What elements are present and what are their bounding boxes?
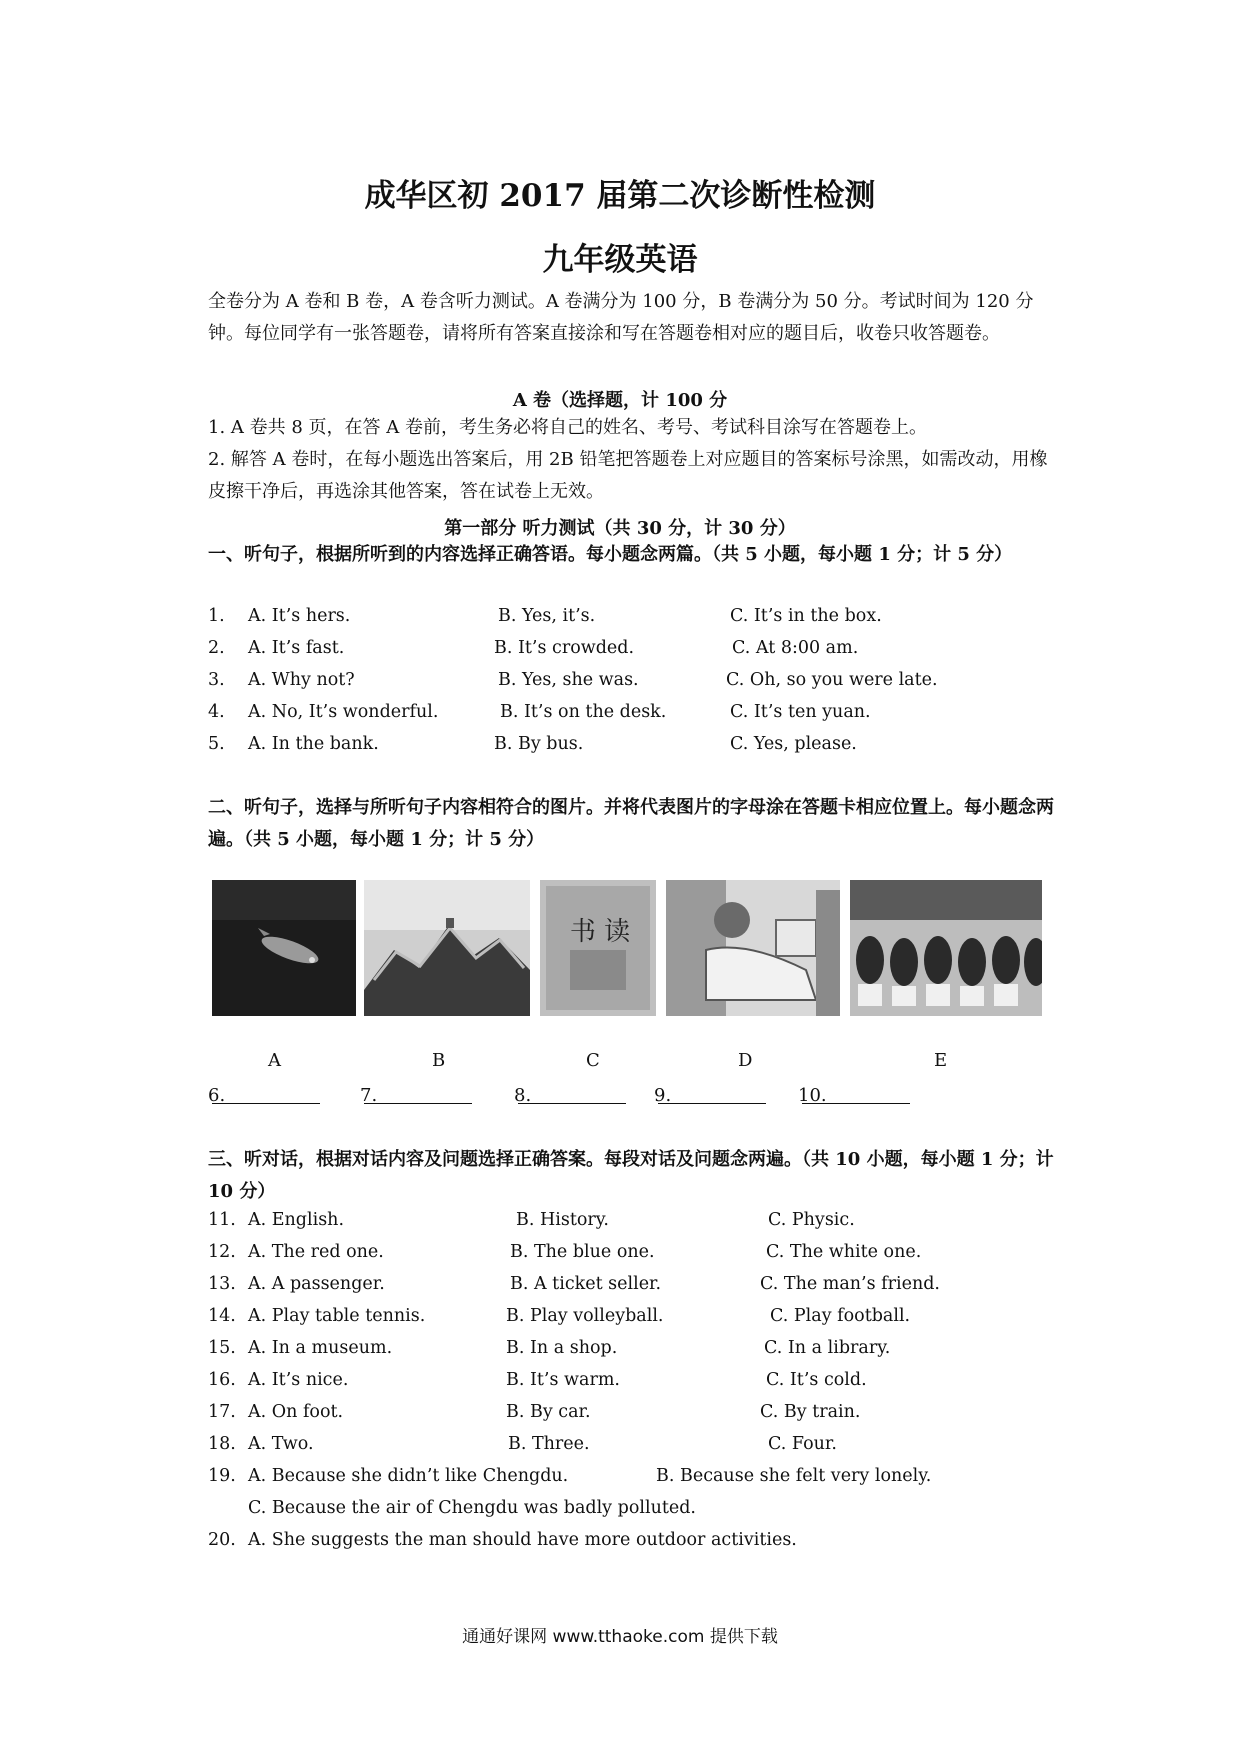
option-c: C. Because the air of Chengdu was badly polluted. bbox=[248, 1498, 696, 1518]
question-number: 5. bbox=[208, 734, 225, 754]
option-c: C. Yes, please. bbox=[730, 734, 857, 754]
great-wall-photo-icon bbox=[364, 880, 530, 1016]
option-c: C. The man’s friend. bbox=[760, 1274, 940, 1294]
section1-heading: 一、听句子，根据所听到的内容选择正确答语。每小题念两篇。（共 5 小题，每小题 1 分；计 5 分） bbox=[208, 544, 1013, 565]
option-a: A. English. bbox=[248, 1210, 345, 1230]
question-row bbox=[208, 734, 1008, 764]
blank-number: 10. bbox=[798, 1085, 827, 1106]
question-number: 18. bbox=[208, 1434, 236, 1454]
option-a: A. The red one. bbox=[248, 1242, 384, 1262]
question-row bbox=[208, 1242, 1008, 1272]
question-row bbox=[208, 1274, 1008, 1304]
man-reading-photo-icon bbox=[666, 880, 840, 1016]
option-b: B. Yes, she was. bbox=[498, 670, 639, 690]
option-a: A. Play table tennis. bbox=[248, 1306, 426, 1326]
option-b: B. By car. bbox=[506, 1402, 591, 1422]
question-number: 16. bbox=[208, 1370, 236, 1390]
question-number: 4. bbox=[208, 702, 225, 722]
question-number: 13. bbox=[208, 1274, 236, 1294]
question-number: 14. bbox=[208, 1306, 236, 1326]
question-number: 3. bbox=[208, 670, 225, 690]
option-a: A. In the bank. bbox=[248, 734, 379, 754]
option-a: A. She suggests the man should have more outdoor activities. bbox=[248, 1530, 797, 1550]
question-number: 1. bbox=[208, 606, 225, 626]
option-c: C. It’s ten yuan. bbox=[730, 702, 871, 722]
answer-blank[interactable] bbox=[518, 1085, 626, 1104]
question-row bbox=[208, 606, 1008, 636]
option-b: B. Because she felt very lonely. bbox=[656, 1466, 932, 1486]
option-c: C. Physic. bbox=[768, 1210, 855, 1230]
question-row bbox=[208, 1402, 1008, 1432]
option-a: A. It’s hers. bbox=[248, 606, 351, 626]
paper-a-note-1: 1. A 卷共 8 页，在答 A 卷前，考生务必将自己的姓名、考号、考试科目涂写在答题卷上。 bbox=[208, 417, 927, 438]
option-a: A. Why not? bbox=[248, 670, 355, 690]
answer-blank[interactable] bbox=[212, 1085, 320, 1104]
question-number: 17. bbox=[208, 1402, 236, 1422]
answer-blank[interactable] bbox=[364, 1085, 472, 1104]
picture-label: A bbox=[268, 1050, 281, 1071]
option-a: A. Because she didn’t like Chengdu. bbox=[248, 1466, 569, 1486]
question-number: 2. bbox=[208, 638, 225, 658]
option-b: B. It’s crowded. bbox=[494, 638, 635, 658]
question-row bbox=[208, 1434, 1008, 1464]
option-c: C. The white one. bbox=[766, 1242, 922, 1262]
option-b: B. A ticket seller. bbox=[510, 1274, 662, 1294]
option-a: A. In a museum. bbox=[248, 1338, 393, 1358]
option-b: B. Three. bbox=[508, 1434, 590, 1454]
question-number: 19. bbox=[208, 1466, 236, 1486]
question-row-continued bbox=[208, 1498, 1008, 1528]
option-c: C. Oh, so you were late. bbox=[726, 670, 938, 690]
option-c: C. In a library. bbox=[764, 1338, 891, 1358]
option-c: C. At 8:00 am. bbox=[732, 638, 859, 658]
option-b: B. Yes, it’s. bbox=[498, 606, 596, 626]
dancers-photo-icon bbox=[850, 880, 1042, 1016]
picture-label: E bbox=[934, 1050, 948, 1071]
blank-number: 9. bbox=[654, 1085, 672, 1106]
option-a: A. It’s nice. bbox=[248, 1370, 349, 1390]
question-row bbox=[208, 1530, 1008, 1560]
question-row bbox=[208, 702, 1008, 732]
option-a: A. It’s fast. bbox=[248, 638, 345, 658]
picture-label: C bbox=[586, 1050, 600, 1071]
option-c: C. It’s in the box. bbox=[730, 606, 882, 626]
option-c: C. Play football. bbox=[770, 1306, 911, 1326]
option-b: B. By bus. bbox=[494, 734, 584, 754]
section2-heading: 二、听句子，选择与所听句子内容相符合的图片。并将代表图片的字母涂在答题卡相应位置上。每小题念两遍。（共 5 小题，每小题 1 分；计 5 分） bbox=[208, 797, 1054, 850]
paper-a-note-2: 2. 解答 A 卷时，在每小题选出答案后，用 2B 铅笔把答题卷上对应题目的答案标号涂黑，如需改动，用橡皮擦干净后，再选涂其他答案，答在试卷上无效。 bbox=[208, 449, 1048, 502]
question-number: 15. bbox=[208, 1338, 236, 1358]
paper-a-title: A 卷（选择题，计 100 分 bbox=[512, 390, 728, 411]
option-a: A. Two. bbox=[248, 1434, 314, 1454]
option-c: C. Four. bbox=[768, 1434, 837, 1454]
blank-number: 7. bbox=[360, 1085, 378, 1106]
question-number: 11. bbox=[208, 1210, 236, 1230]
question-row bbox=[208, 1370, 1008, 1400]
footer-watermark: 通通好课网 www.tthaoke.com 提供下载 bbox=[462, 1627, 778, 1647]
question-row bbox=[208, 1210, 1008, 1240]
blank-number: 6. bbox=[208, 1085, 226, 1106]
question-row bbox=[208, 1338, 1008, 1368]
option-c: C. By train. bbox=[760, 1402, 861, 1422]
question-row bbox=[208, 1466, 1008, 1496]
option-b: B. It’s warm. bbox=[506, 1370, 620, 1390]
part1-title: 第一部分 听力测试（共 30 分，计 30 分） bbox=[444, 518, 796, 539]
option-a: A. On foot. bbox=[248, 1402, 344, 1422]
option-b: B. Play volleyball. bbox=[506, 1306, 664, 1326]
question-number: 12. bbox=[208, 1242, 236, 1262]
picture-label: B bbox=[432, 1050, 446, 1071]
option-a: A. No, It’s wonderful. bbox=[248, 702, 439, 722]
option-b: B. History. bbox=[516, 1210, 609, 1230]
chinese-book-cover-icon bbox=[540, 880, 656, 1016]
section3-heading: 三、听对话，根据对话内容及问题选择正确答案。每段对话及问题念两遍。（共 10 小题，每小题 1 分；计 10 分） bbox=[208, 1149, 1054, 1202]
answer-blank[interactable] bbox=[658, 1085, 766, 1104]
picture-label: D bbox=[738, 1050, 753, 1071]
option-b: B. In a shop. bbox=[506, 1338, 618, 1358]
question-row bbox=[208, 638, 1008, 668]
intro-paragraph: 全卷分为 A 卷和 B 卷，A 卷含听力测试。A 卷满分为 100 分，B 卷满分为 50 分。考试时间为 120 分钟。每位同学有一张答题卷，请将所有答案直接涂和写在答题卷相对应的题目后，收卷只收答题卷。 bbox=[208, 291, 1034, 344]
option-a: A. A passenger. bbox=[248, 1274, 385, 1294]
answer-blank[interactable] bbox=[802, 1085, 910, 1104]
option-b: B. The blue one. bbox=[510, 1242, 655, 1262]
question-number: 20. bbox=[208, 1530, 236, 1550]
dolphin-photo-icon bbox=[212, 880, 356, 1016]
exam-subtitle: 九年级英语 bbox=[542, 242, 698, 278]
exam-title: 成华区初 2017 届第二次诊断性检测 bbox=[364, 178, 876, 214]
book-cover-text: 书 读 bbox=[569, 917, 631, 947]
option-b: B. It’s on the desk. bbox=[500, 702, 667, 722]
blank-number: 8. bbox=[514, 1085, 532, 1106]
question-row bbox=[208, 670, 1008, 700]
question-row bbox=[208, 1306, 1008, 1336]
option-c: C. It’s cold. bbox=[766, 1370, 867, 1390]
